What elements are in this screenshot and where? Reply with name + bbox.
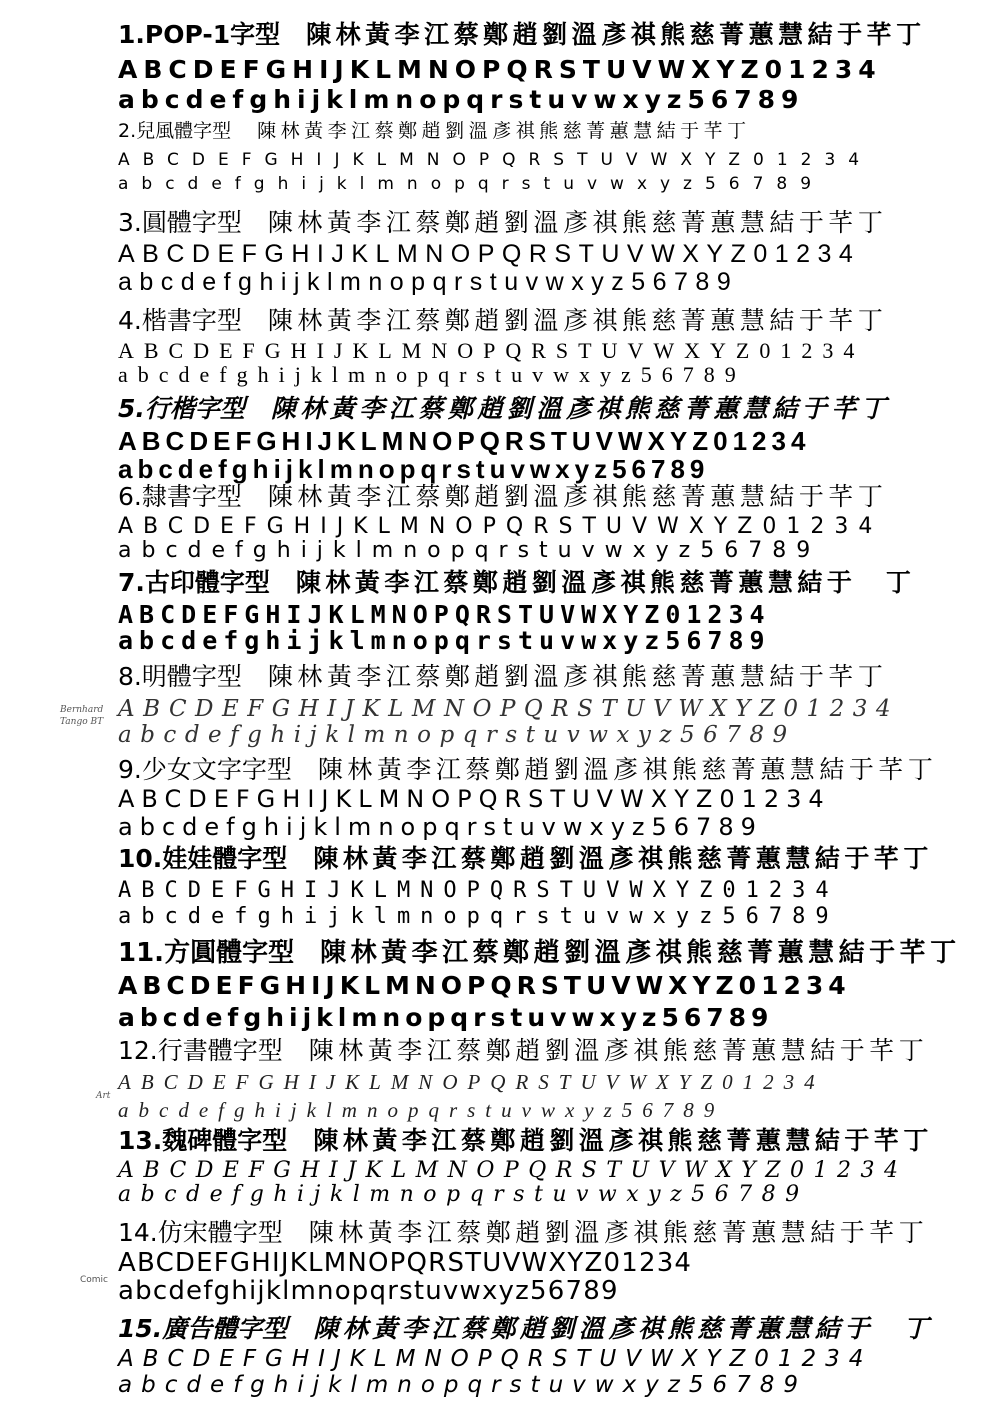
uppercase-sample: ABCDEFGHIJKLMNOPQRSTUVWXYZ01234 [118,600,771,629]
font-title [118,122,751,141]
sample-names: 陳林黃李江蔡鄭趙劉溫彥祺熊慈菁蕙慧結于芊丁 [320,938,961,968]
sample-names: 陳林黃李江蔡鄭趙劉溫彥祺熊慈菁蕙慧結于 丁 [313,1314,933,1343]
sample-names: 陳林黃李江蔡鄭趙劉溫彥祺熊慈菁蕙慧結于芊丁 [317,755,938,784]
uppercase-sample: ABCDEFGHIJKLMNOPQRSTUVWXYZ01234 [118,240,861,268]
font-number: 3. [118,208,142,237]
font-number: 5. [118,394,145,423]
sample-names: 陳林黃李江蔡鄭趙劉溫彥祺熊慈菁蕙慧結于芊丁 [313,1126,933,1155]
sample-names: 陳林黃李江蔡鄭趙劉溫彥祺熊慈菁蕙慧結于芊丁 [306,20,926,49]
font-title [118,484,887,509]
font-title [118,308,887,333]
uppercase-sample: ABCDEFGHIJKLMNOPQRSTUVWXYZ01234 [118,514,883,539]
uppercase-sample: ABCDEFGHIJKLMNOPQRSTUVWXYZ01234 [118,1346,873,1372]
font-name: 廣告體字型 [162,1314,288,1343]
font-name: 行楷字型 [144,394,245,423]
font-number: 15. [118,1314,163,1343]
uppercase-sample: ABCDEFGHIJKLMNOPQRSTUVWXYZ01234 [118,878,839,903]
font-number: 4. [118,306,142,335]
font-name: 方圓體字型 [164,938,295,968]
font-title [118,664,887,689]
uppercase-sample: ABCDEFGHIJKLMNOPQRSTUVWXYZ01234 [118,338,865,363]
latin-font-label: Art [96,1091,111,1101]
font-number: 9. [118,755,142,784]
font-name: 兒風體字型 [136,120,232,142]
lowercase-sample: abcdefghijklmnopqrstuvwxyz56789 [118,174,825,194]
font-title [118,570,915,595]
lowercase-sample: abcdefghijklmnopqrstuvwxyz56789 [118,454,710,484]
font-name: 隸書字型 [141,482,242,511]
font-title [118,22,926,47]
font-number: 12. [118,1036,158,1065]
uppercase-sample: ABCDEFGHIJKLMNOPQRSTUVWXYZ01234 [118,1158,908,1183]
sample-names: 陳林黃李江蔡鄭趙劉溫彥祺熊慈菁蕙慧結于 丁 [295,568,916,597]
uppercase-sample: ABCDEFGHIJKLMNOPQRSTUVWXYZ01234 [118,696,900,722]
font-title [118,846,933,871]
sample-names: 陳林黃李江蔡鄭趙劉溫彥祺熊慈菁蕙慧結于芊丁 [257,120,751,142]
uppercase-sample: ABCDEFGHIJKLMNOPQRSTUVWXYZ01234 [118,971,851,1000]
sample-names: 陳林黃李江蔡鄭趙劉溫彥祺熊慈菁蕙慧結于芊丁 [308,1218,929,1247]
font-title [118,1128,933,1153]
sample-names: 陳林黃李江蔡鄭趙劉溫彥祺熊慈菁蕙慧結于芊丁 [270,394,891,423]
lowercase-sample: abcdefghijklmnopqrstuvwxyz56789 [118,1182,809,1207]
font-name: 少女文字字型 [141,755,292,784]
sample-names: 陳林黃李江蔡鄭趙劉溫彥祺熊慈菁蕙慧結于芊丁 [308,1036,929,1065]
font-title [118,1220,928,1245]
sample-names: 陳林黃李江蔡鄭趙劉溫彥祺熊慈菁蕙慧結于芊丁 [267,208,888,237]
lowercase-sample: abcdefghijklmnopqrstuvwxyz56789 [118,813,763,841]
latin-font-label: Bernhard Tango BT [60,705,104,727]
font-number: 7. [118,568,145,597]
uppercase-sample: ABCDEFGHIJKLMNOPQRSTUVWXYZ01234 [118,150,873,170]
uppercase-sample: ABCDEFGHIJKLMNOPQRSTUVWXYZ01234 [118,1248,693,1278]
lowercase-sample: abcdefghijklmnopqrstuvwxyz56789 [118,362,746,387]
lowercase-sample: abcdefghijklmnopqrstuvwxyz56789 [118,1003,774,1032]
font-number: 1. [118,20,145,49]
font-number: 8. [118,662,142,691]
font-title [118,940,961,966]
font-title [118,757,937,782]
font-name: 古印體字型 [144,568,270,597]
lowercase-sample: abcdefghijklmnopqrstuvwxyz56789 [118,1276,619,1306]
font-title [118,1316,933,1341]
font-number: 11. [118,938,165,968]
font-title [118,396,890,421]
font-name: 圓體字型 [141,208,242,237]
lowercase-sample: abcdefghijklmnopqrstuvwxyz56789 [118,1372,808,1398]
font-number: 6. [118,482,142,511]
font-number: 10. [118,844,163,873]
lowercase-sample: abcdefghijklmnopqrstuvwxyz56789 [118,904,839,929]
font-name: POP-1字型 [144,20,281,49]
lowercase-sample: abcdefghijklmnopqrstuvwxyz56789 [118,268,739,296]
font-name: 魏碑體字型 [162,1126,288,1155]
font-title [118,1038,928,1063]
latin-font-label: Comic [80,1275,109,1285]
font-name: 行書體字型 [157,1036,283,1065]
uppercase-sample: ABCDEFGHIJKLMNOPQRSTUVWXYZ01234 [118,1070,825,1094]
lowercase-sample: abcdefghijklmnopqrstuvwxyz56789 [118,626,771,655]
lowercase-sample: abcdefghijklmnopqrstuvwxyz56789 [118,1098,725,1122]
lowercase-sample: abcdefghijklmnopqrstuvwxyz56789 [118,722,796,748]
uppercase-sample: ABCDEFGHIJKLMNOPQRSTUVWXYZ01234 [118,426,811,456]
font-name: 仿宋體字型 [157,1218,283,1247]
sample-names: 陳林黃李江蔡鄭趙劉溫彥祺熊慈菁蕙慧結于芊丁 [267,662,888,691]
uppercase-sample: ABCDEFGHIJKLMNOPQRSTUVWXYZ01234 [118,55,882,84]
uppercase-sample: ABCDEFGHIJKLMNOPQRSTUVWXYZ01234 [118,785,831,813]
font-name: 明體字型 [141,662,242,691]
font-name: 楷書字型 [141,306,242,335]
lowercase-sample: abcdefghijklmnopqrstuvwxyz56789 [118,85,805,114]
sample-names: 陳林黃李江蔡鄭趙劉溫彥祺熊慈菁蕙慧結于芊丁 [267,482,888,511]
sample-names: 陳林黃李江蔡鄭趙劉溫彥祺熊慈菁蕙慧結于芊丁 [313,844,933,873]
font-number: 14. [118,1218,158,1247]
font-number: 13. [118,1126,163,1155]
font-number: 2. [118,120,137,142]
font-title [118,210,887,235]
sample-names: 陳林黃李江蔡鄭趙劉溫彥祺熊慈菁蕙慧結于芊丁 [267,306,888,335]
font-name: 娃娃體字型 [162,844,288,873]
lowercase-sample: abcdefghijklmnopqrstuvwxyz56789 [118,538,821,563]
